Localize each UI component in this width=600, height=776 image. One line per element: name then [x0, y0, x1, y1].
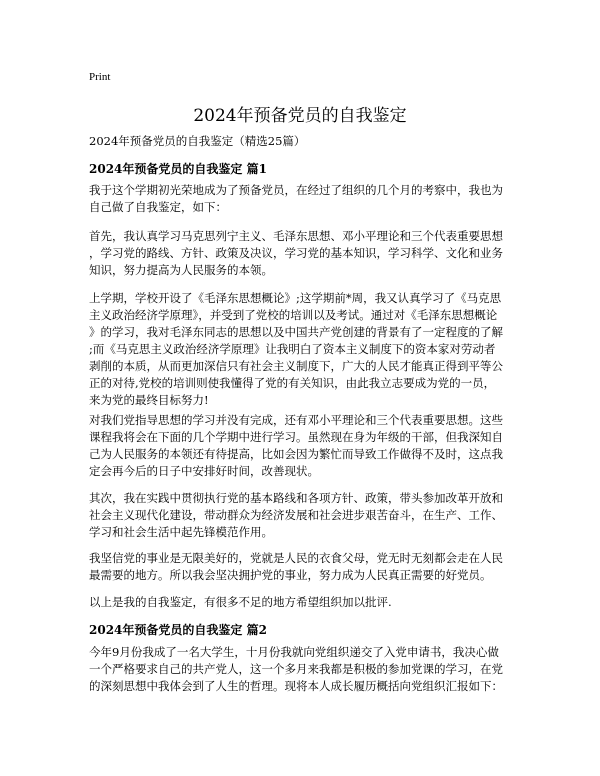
- paragraph-line: 定会再今后的日子中安排好时间，改善现状。: [89, 464, 319, 478]
- document-subtitle: 2024年预备党员的自我鉴定（精选25篇）: [89, 134, 306, 148]
- paragraph: [89, 412, 513, 480]
- paragraph: [89, 644, 513, 695]
- paragraph-line: 学习和社会生活中起先锋模范作用。: [89, 525, 273, 539]
- paragraph-line: 剥削的本质，从而更加深信只有社会主义制度下，广大的人民才能真正得到平等公: [89, 359, 503, 373]
- print-link[interactable]: Print: [89, 71, 111, 83]
- paragraph-line: 其次，我在实践中贯彻执行党的基本路线和各项方针、政策，带头参加改革开放和: [89, 491, 503, 505]
- paragraph-line: ，学习党的路线、方针、政策及决议，学习党的基本知识，学习科学、文化和业务: [89, 246, 503, 260]
- paragraph-line: 社会主义现代化建设，带动群众为经济发展和社会进步艰苦奋斗，在生产、工作、: [89, 508, 503, 522]
- paragraph-line: 对我们党指导思想的学习并没有完成，还有邓小平理论和三个代表重要思想。这些: [89, 413, 503, 427]
- section-heading: 2024年预备党员的自我鉴定 篇2: [89, 623, 267, 637]
- paragraph-line: 来为党的最终目标努力!: [89, 393, 209, 407]
- paragraph-line: 以上是我的自我鉴定，有很多不足的地方希望组织加以批评.: [89, 595, 392, 609]
- paragraph-line: ;而《马克思主义政治经济学原理》让我明白了资本主义制度下的资本家对劳动者: [89, 342, 496, 356]
- paragraph-line: 上学期，学校开设了《毛泽东思想概论》;这学期前*周，我又认真学习了《马克思: [89, 291, 502, 305]
- paragraph-line: 正的对待,党校的培训则使我懂得了党的有关知识，由此我立志要成为党的一员，: [89, 376, 496, 390]
- paragraph-line: 首先，我认真学习马克思列宁主义、毛泽东思想、邓小平理论和三个代表重要思想: [89, 229, 503, 243]
- paragraph-line: 我于这个学期初光荣地成为了预备党员，在经过了组织的几个月的考察中，我也为: [89, 183, 503, 197]
- section-heading: 2024年预备党员的自我鉴定 篇1: [89, 162, 267, 176]
- paragraph-line: 最需要的地方。所以我会坚决拥护党的事业，努力成为人民真正需要的好党员。: [89, 568, 492, 582]
- paragraph: [89, 290, 513, 409]
- document-title: 2024年预备党员的自我鉴定: [193, 106, 407, 126]
- paragraph: [89, 594, 513, 611]
- paragraph: [89, 490, 513, 541]
- paragraph-line: 的深刻思想中我体会到了人生的哲理。现将本人成长履历概括向党组织汇报如下：: [89, 679, 503, 693]
- paragraph-line: 自己做了自我鉴定，如下：: [89, 200, 227, 214]
- paragraph-line: 我坚信党的事业是无限美好的，党就是人民的衣食父母，党无时无刻都会走在人民: [89, 551, 503, 565]
- paragraph-line: 》的学习，我对毛泽东同志的思想以及中国共产党创建的背景有了一定程度的了解: [89, 325, 503, 339]
- paragraph-line: 己为人民服务的本领还有待提高，比如会因为繁忙而导致工作做得不及时，这点我: [89, 447, 503, 461]
- paragraph: [89, 182, 513, 216]
- paragraph-line: 主义政治经济学原理》，并受到了党校的培训以及考试。通过对《毛泽东思想概论: [89, 308, 498, 322]
- paragraph: [89, 550, 513, 584]
- paragraph-line: 今年9月份我成了一名大学生，十月份我就向党组织递交了入党申请书，我决心做: [89, 645, 499, 659]
- paragraph: [89, 228, 513, 279]
- paragraph-line: 课程我将会在下面的几个学期中进行学习。虽然现在身为年级的干部，但我深知自: [89, 430, 503, 444]
- paragraph-line: 知识，努力提高为人民服务的本领。: [89, 263, 273, 277]
- paragraph-line: 一个严格要求自己的共产党人，这一个多月来我都是积极的参加党课的学习，在党: [89, 662, 503, 676]
